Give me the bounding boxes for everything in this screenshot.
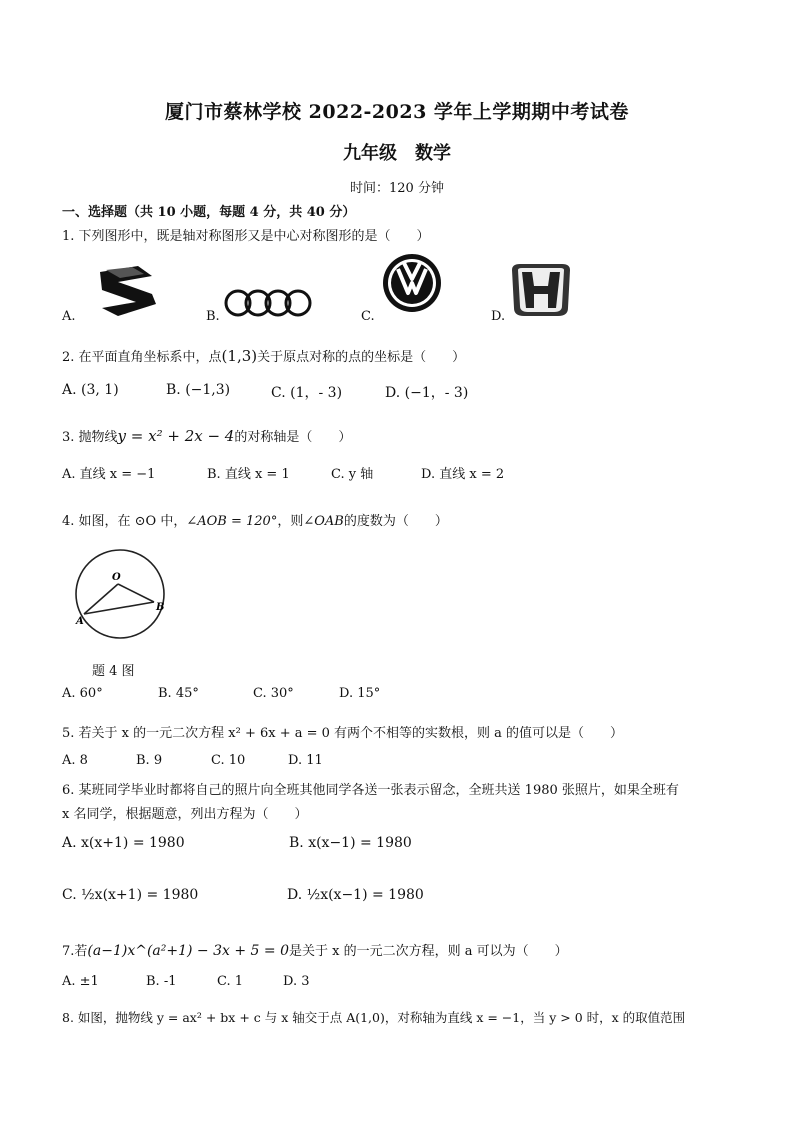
q7-option-b: B. -1 [146,974,177,989]
q6-option-d: D. ½x(x−1) = 1980 [287,887,424,903]
q7-option-a: A. ±1 [62,974,99,989]
q2-option-d: D. (−1，- 3) [385,385,469,401]
q3-stem-b: 的对称轴是（ ） [234,430,352,445]
q1-option-c: C. [361,309,375,324]
q7-option-d: D. 3 [283,974,310,989]
q3-option-c: C. y 轴 [331,467,374,482]
question-4-stem [62,510,448,529]
q3-option-d: D. 直线 x = 2 [421,467,505,482]
q4-stem-c: 的度数为（ ） [343,514,448,529]
question-1-stem: 1. 下列图形中，既是轴对称图形又是中心对称图形的是（ ） [62,229,430,244]
q4-option-a: A. 60° [62,686,103,701]
q5-option-a: A. 8 [62,753,88,768]
question-8-stem: 8. 如图，抛物线 y = ax² + bx + c 与 x 轴交于点 A(1,0)，对称轴为直线 x = −1，当 y > 0 时，x 的取值范围 [62,1010,686,1025]
q6-option-c: C. ½x(x+1) = 1980 [62,887,199,903]
suzuki-logo-icon [92,264,164,320]
exam-title: 厦门市蔡林学校 2022-2023 学年上学期期中考试卷 [165,101,629,123]
q4-stem-b: ，则 [277,514,304,529]
q2-option-a: A. (3, 1) [62,382,119,398]
q7-equation: (a−1)x^(a²+1) − 3x + 5 = 0 [87,943,289,959]
q5-option-c: C. 10 [211,753,246,768]
q3-option-a: A. 直线 x = −1 [62,467,156,482]
q3-option-b: B. 直线 x = 1 [207,467,290,482]
q5-option-d: D. 11 [288,753,323,768]
figure-4-caption: 题 4 图 [92,664,135,679]
question-7-stem [62,940,568,959]
q3-formula: y = x² + 2x − 4 [117,427,235,445]
question-6-stem-line2: x 名同学，根据题意，列出方程为（ ） [62,807,308,822]
question-5-stem: 5. 若关于 x 的一元二次方程 x² + 6x + a = 0 有两个不相等的实数根，则 a 的值可以是（ ） [62,726,624,741]
q7-stem-b: 是关于 x 的一元二次方程，则 a 可以为（ ） [288,944,568,959]
question-6-stem-line1: 6. 某班同学毕业时都将自己的照片向全班其他同学各送一张表示留念，全班共送 1980 张照片，如果全班有 [62,783,679,798]
audi-rings-icon [222,286,314,320]
volkswagen-logo-icon [382,253,442,313]
q4-option-b: B. 45° [158,686,199,701]
figure-label-b: B [156,602,165,613]
q2-point: (1,3) [221,347,258,365]
section-heading: 一、选择题（共 10 小题，每题 4 分，共 40 分） [62,205,356,220]
exam-time: 时间：120 分钟 [350,181,444,196]
q4-angle: ∠AOB = 120° [186,514,278,529]
q5-option-b: B. 9 [136,753,163,768]
q4-stem-a: 4. 如图，在 ⊙O 中， [62,514,187,529]
q3-stem-a: 3. 抛物线 [62,430,118,445]
figure-label-a: A [76,616,84,627]
q7-stem-a: 7.若 [62,944,88,959]
q6-option-a: A. x(x+1) = 1980 [62,835,185,851]
q2-stem-a: 2. 在平面直角坐标系中，点 [62,350,222,365]
honda-logo-icon [508,262,574,318]
question-3-stem [62,426,351,445]
q1-option-b: B. [206,309,220,324]
question-2-stem [62,346,465,365]
q4-option-c: C. 30° [253,686,294,701]
q4-angle2: ∠OAB [303,514,344,529]
circle-figure [68,540,172,648]
q2-option-b: B. (−1,3) [166,382,231,398]
q2-stem-b: 关于原点对称的点的坐标是（ ） [257,350,466,365]
q7-option-c: C. 1 [217,974,244,989]
q1-option-a: A. [62,309,76,324]
q6-option-b: B. x(x−1) = 1980 [289,835,412,851]
q4-option-d: D. 15° [339,686,381,701]
exam-subtitle: 九年级 数学 [343,143,451,164]
q1-option-d: D. [491,309,506,324]
q2-option-c: C. (1，- 3) [271,385,343,401]
figure-label-o: O [112,572,121,583]
